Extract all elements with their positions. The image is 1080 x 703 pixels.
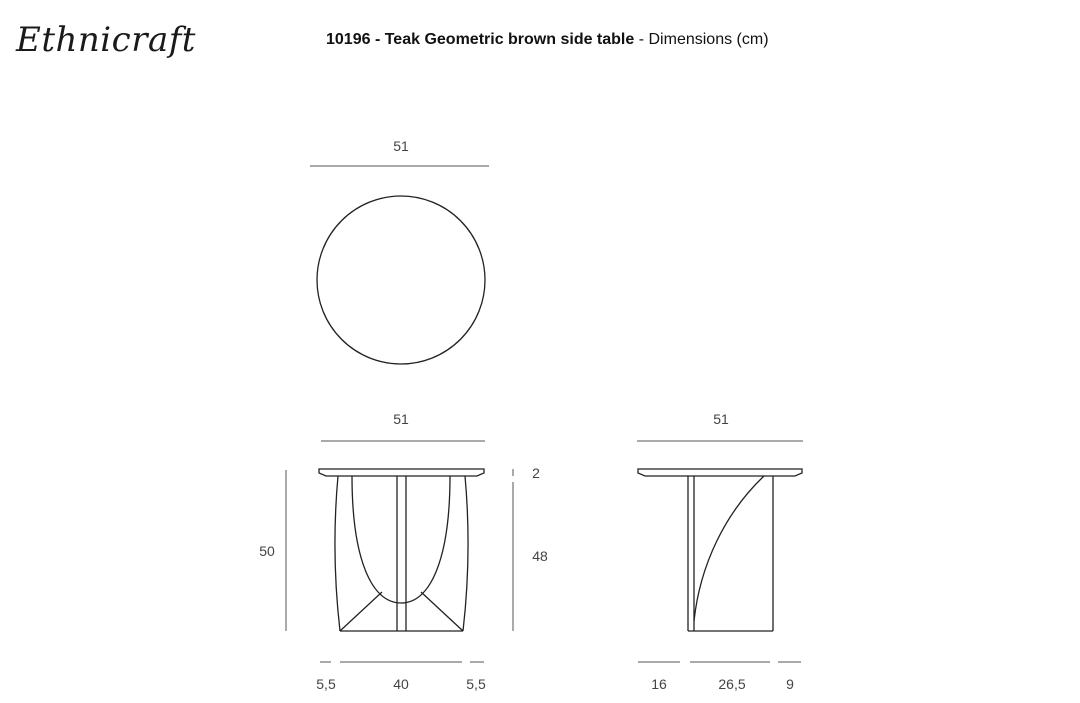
- front-tabletop: [319, 469, 484, 476]
- title-separator: -: [370, 31, 385, 48]
- brand-logo: Ethnicraft: [16, 20, 196, 60]
- leg-height-label: 48: [532, 548, 548, 564]
- tabletop-circle: [317, 196, 485, 364]
- front-left-diagonal: [340, 592, 382, 631]
- total-height-label: 50: [259, 543, 275, 559]
- side-curve: [694, 476, 764, 621]
- product-name: Teak Geometric brown side table: [384, 31, 635, 48]
- side-bottom-right-label: 9: [786, 676, 794, 692]
- front-view: [259, 411, 548, 692]
- dimensions-suffix: - Dimensions (cm): [634, 31, 769, 48]
- front-bottom-center-label: 40: [393, 676, 409, 692]
- front-right-outer-edge: [463, 476, 468, 631]
- front-inner-arch: [352, 476, 450, 603]
- front-view-width-label: 51: [393, 411, 409, 427]
- top-view-width-label: 51: [393, 138, 409, 154]
- side-bottom-center-label: 26,5: [718, 676, 746, 692]
- product-code: 10196: [326, 31, 371, 48]
- front-bottom-left-label: 5,5: [316, 676, 336, 692]
- side-tabletop: [638, 469, 802, 476]
- front-bottom-right-label: 5,5: [466, 676, 486, 692]
- side-view: [637, 411, 803, 692]
- top-thickness-label: 2: [532, 465, 540, 481]
- side-bottom-left-label: 16: [651, 676, 667, 692]
- side-view-width-label: 51: [713, 411, 729, 427]
- top-view: [310, 138, 489, 364]
- front-left-outer-edge: [335, 476, 340, 631]
- front-right-diagonal: [421, 592, 463, 631]
